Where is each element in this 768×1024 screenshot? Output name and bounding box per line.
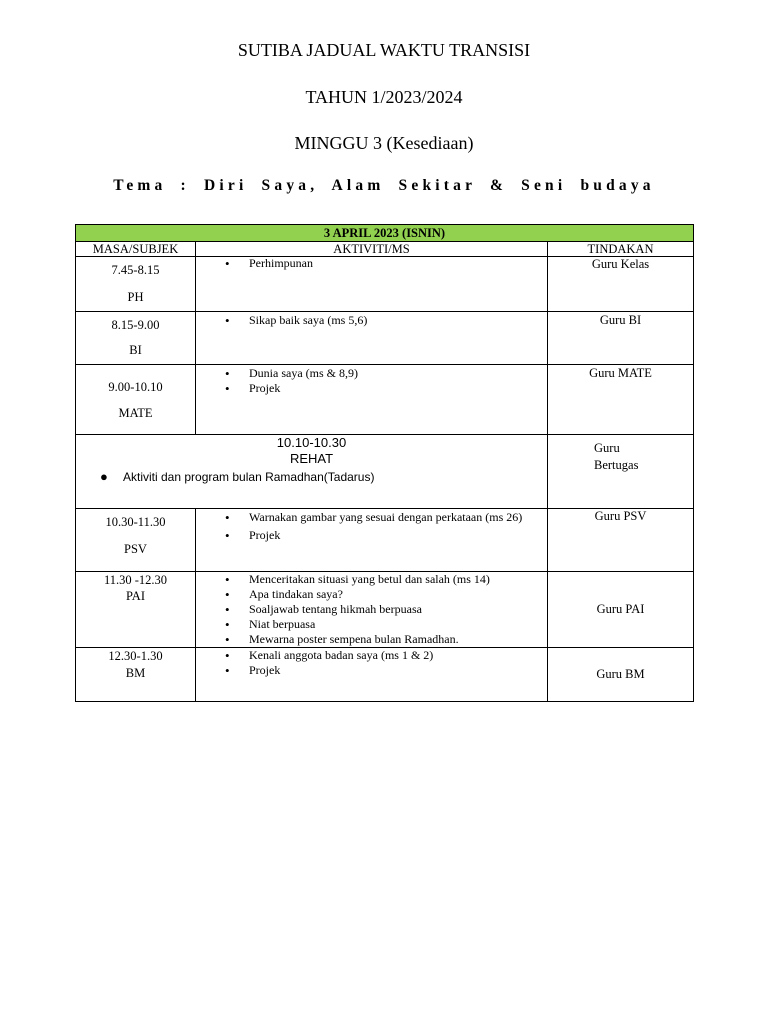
time-range: 7.45-8.15 (111, 263, 160, 277)
break-row (76, 435, 694, 509)
activity-item: • Sikap baik saya (ms 5,6) (196, 313, 547, 328)
time-cell (76, 257, 196, 312)
bullet-icon: ● (100, 469, 108, 484)
title-line-1: SUTIBA JADUAL WAKTU TRANSISI (237, 40, 531, 60)
col-header-time: MASA/SUBJEK (76, 242, 196, 257)
activity-cell (196, 648, 548, 702)
action-line-1: Guru (594, 441, 620, 455)
activity-cell (196, 509, 548, 572)
action-cell: Guru MATE (548, 365, 694, 435)
subject: MATE (118, 405, 153, 420)
activity-item: • Projek (196, 381, 547, 396)
action-cell: Guru PSV (548, 509, 694, 572)
table-row (76, 312, 694, 365)
table-row (76, 572, 694, 648)
time-range: 10.30-11.30 (105, 515, 166, 529)
activity-item: • Projek (196, 663, 547, 678)
table-row (76, 365, 694, 435)
action-cell: Guru Kelas (548, 257, 694, 312)
activity-item: • Warnakan gambar yang sesuai dengan perkataan (ms 26) (196, 510, 547, 525)
break-time: 10.10-10.30 (276, 435, 347, 450)
time-cell (76, 365, 196, 435)
day-header-row (76, 225, 694, 242)
col-header-activity: AKTIVITI/MS (196, 242, 548, 257)
action-cell (548, 435, 694, 509)
activity-item: • Kenali anggota badan saya (ms 1 & 2) (196, 648, 547, 663)
col-header-action: TINDAKAN (548, 242, 694, 257)
activity-item: • Niat berpuasa (196, 617, 547, 632)
activity-item: • Dunia saya (ms & 8,9) (196, 366, 547, 381)
subject: BI (129, 343, 142, 357)
subject: PH (127, 290, 144, 304)
activity-cell (196, 312, 548, 365)
activity-cell (196, 257, 548, 312)
action-cell: Guru BM (548, 648, 694, 702)
activity-item: • Projek (196, 528, 547, 543)
time-range: 11.30 -12.30 (103, 573, 168, 587)
column-header-row (76, 242, 694, 257)
action-cell: Guru BI (548, 312, 694, 365)
subject: PAI (126, 589, 145, 603)
action-line-2: Bertugas (594, 458, 639, 472)
time-cell (76, 509, 196, 572)
activity-cell (196, 572, 548, 648)
day-header: 3 APRIL 2023 (ISNIN) (76, 225, 694, 242)
activity-item: • Apa tindakan saya? (196, 587, 547, 602)
activity-cell (196, 365, 548, 435)
title-line-2: TAHUN 1/2023/2024 (305, 87, 463, 107)
time-range: 8.15-9.00 (111, 318, 160, 332)
time-cell (76, 648, 196, 702)
break-note (76, 469, 547, 485)
time-cell (76, 312, 196, 365)
time-range: 12.30-1.30 (108, 649, 163, 663)
break-cell (76, 435, 548, 509)
time-range: 9.00-10.10 (108, 379, 163, 394)
activity-item: • Menceritakan situasi yang betul dan salah (ms 14) (196, 572, 547, 587)
schedule-table (75, 224, 694, 702)
table-row (76, 648, 694, 702)
subject: BM (125, 666, 146, 680)
action-cell: Guru PAI (548, 572, 694, 648)
title-line-3: MINGGU 3 (Kesediaan) (294, 133, 474, 153)
time-cell (76, 572, 196, 648)
activity-item: • Mewarna poster sempena bulan Ramadhan. (196, 632, 547, 647)
activity-item: • Soaljawab tentang hikmah berpuasa (196, 602, 547, 617)
theme-line: Tema : Diri Saya, Alam Sekitar & Seni budaya (113, 177, 655, 194)
activity-item: • Perhimpunan (196, 256, 547, 271)
subject: PSV (124, 542, 147, 556)
table-row (76, 257, 694, 312)
break-note-text: Aktiviti dan program bulan Ramadhan(Tadarus) (123, 470, 375, 484)
break-label: REHAT (289, 451, 334, 466)
table-row (76, 509, 694, 572)
